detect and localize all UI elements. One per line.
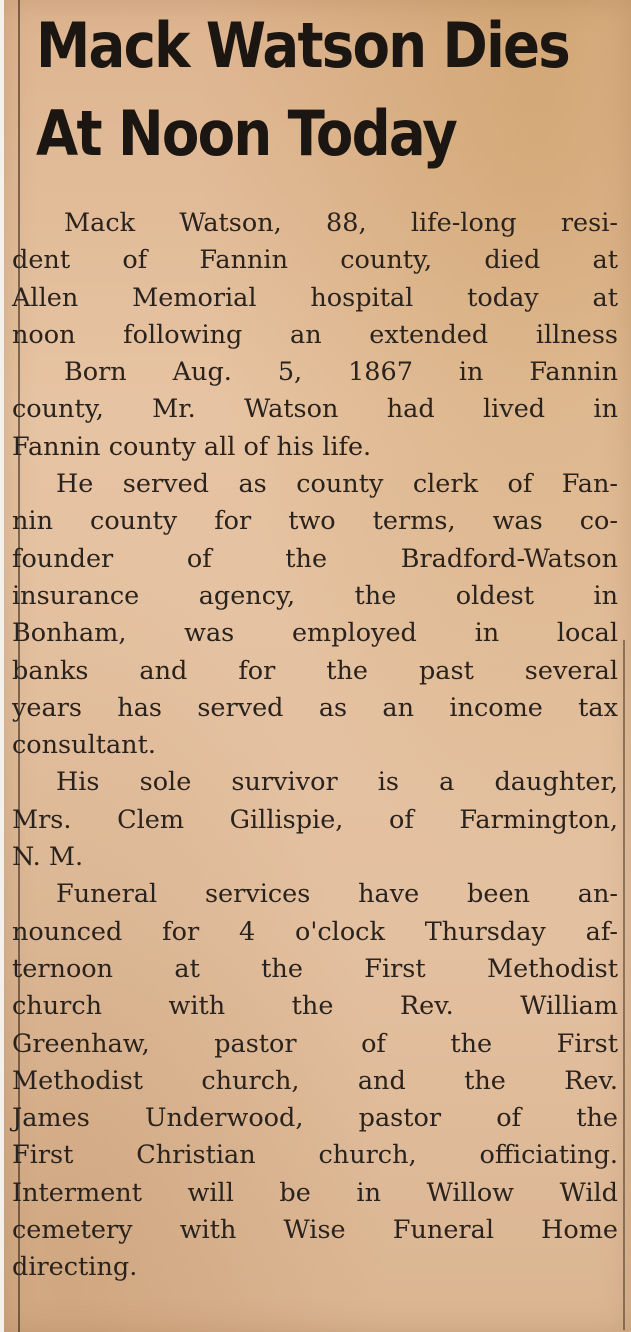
text-line: founder of the Bradford-Watson — [12, 543, 618, 574]
text-line: James Underwood, pastor of the — [12, 1103, 618, 1134]
text-line: Bonham, was employed in local — [12, 618, 618, 649]
text-line: N. M. — [12, 842, 84, 873]
headline-line: At Noon Today — [36, 97, 457, 170]
paragraph-survivor — [12, 764, 618, 876]
text-line: nin county for two terms, was co- — [12, 506, 618, 537]
text-line: Greenhaw, pastor of the First — [12, 1028, 618, 1059]
text-line: nounced for 4 o'clock Thursday af- — [12, 916, 618, 947]
text-line: banks and for the past several — [12, 655, 618, 686]
headline-line: Mack Watson Dies — [36, 9, 569, 82]
text-line: dent of Fannin county, died at — [12, 245, 618, 276]
text-line: church with the Rev. William — [12, 991, 618, 1022]
paragraph-career — [12, 466, 618, 764]
text-line: years has served as an income tax — [12, 692, 618, 723]
text-line: Born Aug. 5, 1867 in Fannin — [64, 357, 618, 388]
text-line: First Christian church, officiating. — [12, 1140, 618, 1171]
text-line: Fannin county all of his life. — [12, 431, 372, 462]
text-line: Methodist church, and the Rev. — [12, 1065, 618, 1096]
text-line: noon following an extended illness — [12, 319, 618, 350]
text-line: consultant. — [12, 730, 156, 761]
paragraph-death-notice — [12, 205, 618, 354]
text-line: cemetery with Wise Funeral Home — [12, 1215, 618, 1246]
text-line: Mrs. Clem Gillispie, of Farmington, — [12, 804, 618, 835]
headline — [36, 2, 569, 178]
text-line: His sole survivor is a daughter, — [56, 767, 618, 798]
text-line: directing. — [12, 1252, 138, 1283]
text-line: insurance agency, the oldest in — [12, 580, 618, 611]
newspaper-clipping — [4, 0, 631, 1332]
paragraph-funeral — [12, 876, 618, 1286]
text-line: Funeral services have been an- — [56, 879, 618, 910]
text-line: He served as county clerk of Fan- — [56, 469, 618, 500]
text-line: ternoon at the First Methodist — [12, 953, 618, 984]
column-rule-right — [623, 640, 625, 1330]
paragraph-birth — [12, 354, 618, 466]
article-body — [12, 205, 618, 1287]
text-line: Allen Memorial hospital today at — [12, 282, 618, 313]
text-line: Interment will be in Willow Wild — [12, 1177, 618, 1208]
text-line: county, Mr. Watson had lived in — [12, 394, 618, 425]
text-line: Mack Watson, 88, life-long resi- — [64, 208, 618, 238]
